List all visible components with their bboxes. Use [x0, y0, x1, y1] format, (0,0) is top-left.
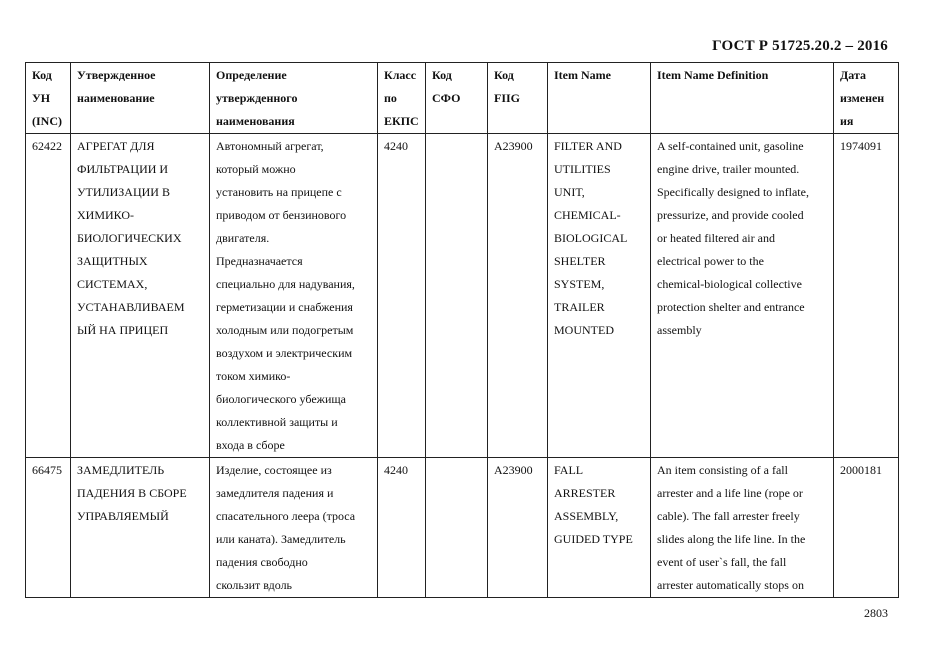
cell-item-definition: An item consisting of a fall arrester and a life line (rope or cable). The fall arrester freely slides along the life line. In the event of user`s fall, the fall arrester automatically stops on: [651, 458, 834, 598]
cell-fiig-code: A23900: [488, 458, 548, 598]
column-header-code: Код УН (INC): [26, 63, 71, 134]
cell-ekps-class: 4240: [378, 134, 426, 458]
column-header-fiig-code: Код FIIG: [488, 63, 548, 134]
document-header: ГОСТ Р 51725.20.2 – 2016: [712, 38, 888, 54]
table-row: [26, 458, 899, 598]
cell-approved-name: ЗАМЕДЛИТЕЛЬ ПАДЕНИЯ В СБОРЕ УПРАВЛЯЕМЫЙ: [71, 458, 210, 598]
column-header-item-definition: Item Name Definition: [651, 63, 834, 134]
cell-change-date: 2000181: [834, 458, 899, 598]
cell-fiig-code: A23900: [488, 134, 548, 458]
column-header-item-name: Item Name: [548, 63, 651, 134]
column-header-definition: Определение утвержденного наименования: [210, 63, 378, 134]
column-header-ekps-class: Класс по ЕКПС: [378, 63, 426, 134]
cell-definition: Изделие, состоящее из замедлителя падения и спасательного леера (троса или каната). Замедлитель падения свободно скользит вдоль: [210, 458, 378, 598]
gost-table: [25, 62, 899, 598]
table-header-row: [26, 63, 899, 134]
page-number: 2803: [864, 606, 888, 620]
cell-code: 66475: [26, 458, 71, 598]
column-header-sfo-code: Код СФО: [426, 63, 488, 134]
table-row: [26, 134, 899, 458]
cell-item-name: FILTER AND UTILITIES UNIT, CHEMICAL- BIOLOGICAL SHELTER SYSTEM, TRAILER MOUNTED: [548, 134, 651, 458]
cell-item-definition: A self-contained unit, gasoline engine drive, trailer mounted. Specifically designed to inflate, pressurize, and provide cooled or heated filtered air and electrical power to the chemical-biological collective protection shelter and entrance assembly: [651, 134, 834, 458]
cell-definition: Автономный агрегат, который можно установить на прицепе с приводом от бензинового двигателя. Предназначается специально для надувания, герметизации и снабжения холодным или подогретым воздухом и электрическим током химико- биологического убежища коллективной защиты и входа в сборе: [210, 134, 378, 458]
cell-item-name: FALL ARRESTER ASSEMBLY, GUIDED TYPE: [548, 458, 651, 598]
cell-approved-name: АГРЕГАТ ДЛЯ ФИЛЬТРАЦИИ И УТИЛИЗАЦИИ В ХИМИКО- БИОЛОГИЧЕСКИХ ЗАЩИТНЫХ СИСТЕМАХ, УСТАНАВЛИВАЕМ ЫЙ НА ПРИЦЕП: [71, 134, 210, 458]
cell-sfo-code: [426, 134, 488, 458]
column-header-change-date: Дата изменен ия: [834, 63, 899, 134]
cell-code: 62422: [26, 134, 71, 458]
column-header-approved-name: Утвержденное наименование: [71, 63, 210, 134]
cell-change-date: 1974091: [834, 134, 899, 458]
cell-ekps-class: 4240: [378, 458, 426, 598]
cell-sfo-code: [426, 458, 488, 598]
